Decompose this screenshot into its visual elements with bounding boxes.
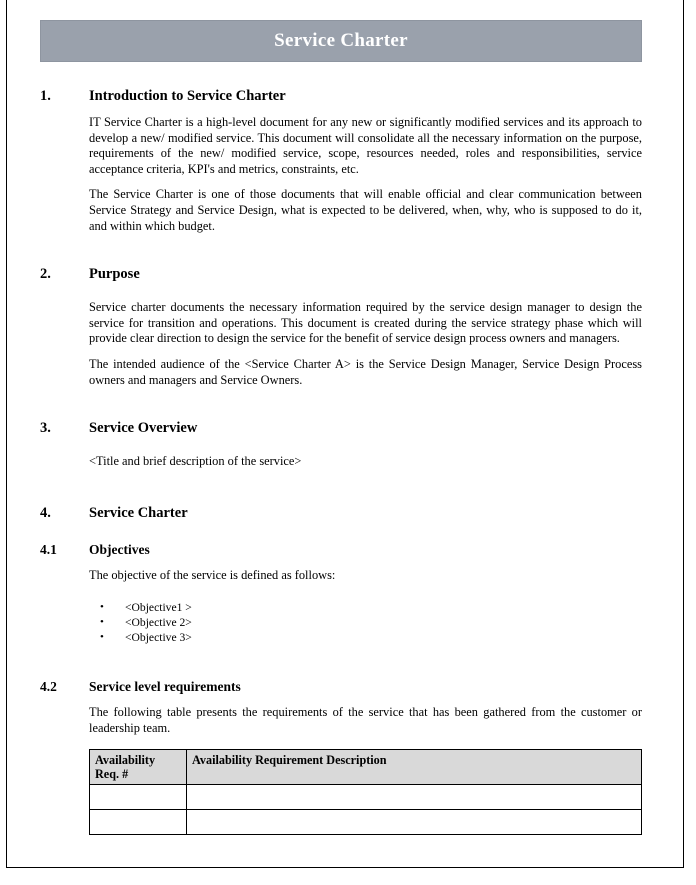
document-content <box>40 0 644 835</box>
document-title-banner <box>40 20 642 62</box>
section-4-2-number: 4.2 <box>40 679 57 695</box>
cell-availability-req-description[interactable] <box>187 809 642 834</box>
table-header-row <box>90 749 642 784</box>
column-header-availability-req-description: Availability Requirement Description <box>187 749 642 784</box>
table-row <box>90 784 642 809</box>
section-1-number: 1. <box>40 88 51 104</box>
spacer <box>40 695 644 705</box>
spacer <box>40 105 644 115</box>
section-4-2-title: Service level requirements <box>89 679 241 695</box>
section-4-1-intro: The objective of the service is defined as follows: <box>89 567 336 582</box>
document-title: Service Charter <box>274 30 408 51</box>
objective-label: <Objective 3> <box>125 631 192 645</box>
section-1-paragraph-1: IT Service Charter is a high-level document for any new or significantly modified services and its approach to develop a new/ modified service. This document will consolidate all the necessary information on the purpose, requirements of the new/ modified service, scope, resources needed, roles and responsibilities, service acceptance criteria, KPI's and metrics, constraints, etc. <box>89 115 642 176</box>
heading-section-1 <box>40 88 644 105</box>
heading-section-4-1 <box>40 542 644 558</box>
section-3-paragraph-1: <Title and brief description of the service> <box>89 454 302 469</box>
section-2-paragraph-1: Service charter documents the necessary information required by the service design manager to design the service for transition and operations. This document is created during the service strategy phase which will provide clear direction to design the service for the benefit of service design process owners and managers. <box>89 300 642 346</box>
spacer <box>40 583 644 600</box>
section-1-title: Introduction to Service Charter <box>89 88 286 104</box>
heading-section-2 <box>40 266 644 283</box>
section-4-1-number: 4.1 <box>40 541 57 557</box>
section-4-2-intro: The following table presents the requirements of the service that has been gathered from the customer or leadership team. <box>89 705 642 735</box>
section-2-body <box>89 300 642 388</box>
spacer <box>40 558 644 568</box>
spacer <box>40 283 644 300</box>
bullet-icon: • <box>100 616 104 629</box>
section-4-1-title: Objectives <box>89 541 150 557</box>
section-4-title: Service Charter <box>89 504 188 521</box>
column-header-availability-req-num: Availability Req. # <box>90 749 187 784</box>
section-3-number: 3. <box>40 420 51 437</box>
section-4-1-body <box>89 568 642 584</box>
service-level-requirements-table <box>89 749 642 835</box>
section-1-paragraph-2: The Service Charter is one of those documents that will enable official and clear communication between Service Strategy and Service Design, what is expected to be delivered, when, why, who is supposed to do it, and within which budget. <box>89 187 642 233</box>
objective-label: <Objective 2> <box>125 616 192 630</box>
table-row <box>90 809 642 834</box>
section-1-body <box>89 115 642 234</box>
section-3-title: Service Overview <box>89 420 198 437</box>
cell-availability-req-description[interactable] <box>187 784 642 809</box>
table-header <box>90 749 642 784</box>
objective-label: <Objective1 > <box>125 601 192 615</box>
list-item <box>100 615 644 630</box>
spacer <box>40 437 644 454</box>
table-body <box>90 784 642 834</box>
objectives-list <box>100 600 644 645</box>
section-3-body <box>89 454 642 470</box>
section-4-number: 4. <box>40 504 51 521</box>
cell-availability-req-num[interactable] <box>90 809 187 834</box>
section-2-paragraph-2: The intended audience of the <Service Charter A> is the Service Design Manager, Service Design Process owners and managers and Service Owners. <box>89 356 642 387</box>
section-4-2-body <box>89 705 642 736</box>
bullet-icon: • <box>100 631 104 644</box>
heading-section-4-2 <box>40 679 644 695</box>
list-item <box>100 600 644 615</box>
heading-section-3 <box>40 420 644 437</box>
bullet-icon: • <box>100 601 104 614</box>
heading-section-4 <box>40 505 644 522</box>
section-2-title: Purpose <box>89 266 140 283</box>
cell-availability-req-num[interactable] <box>90 784 187 809</box>
list-item <box>100 630 644 645</box>
section-2-number: 2. <box>40 266 51 283</box>
